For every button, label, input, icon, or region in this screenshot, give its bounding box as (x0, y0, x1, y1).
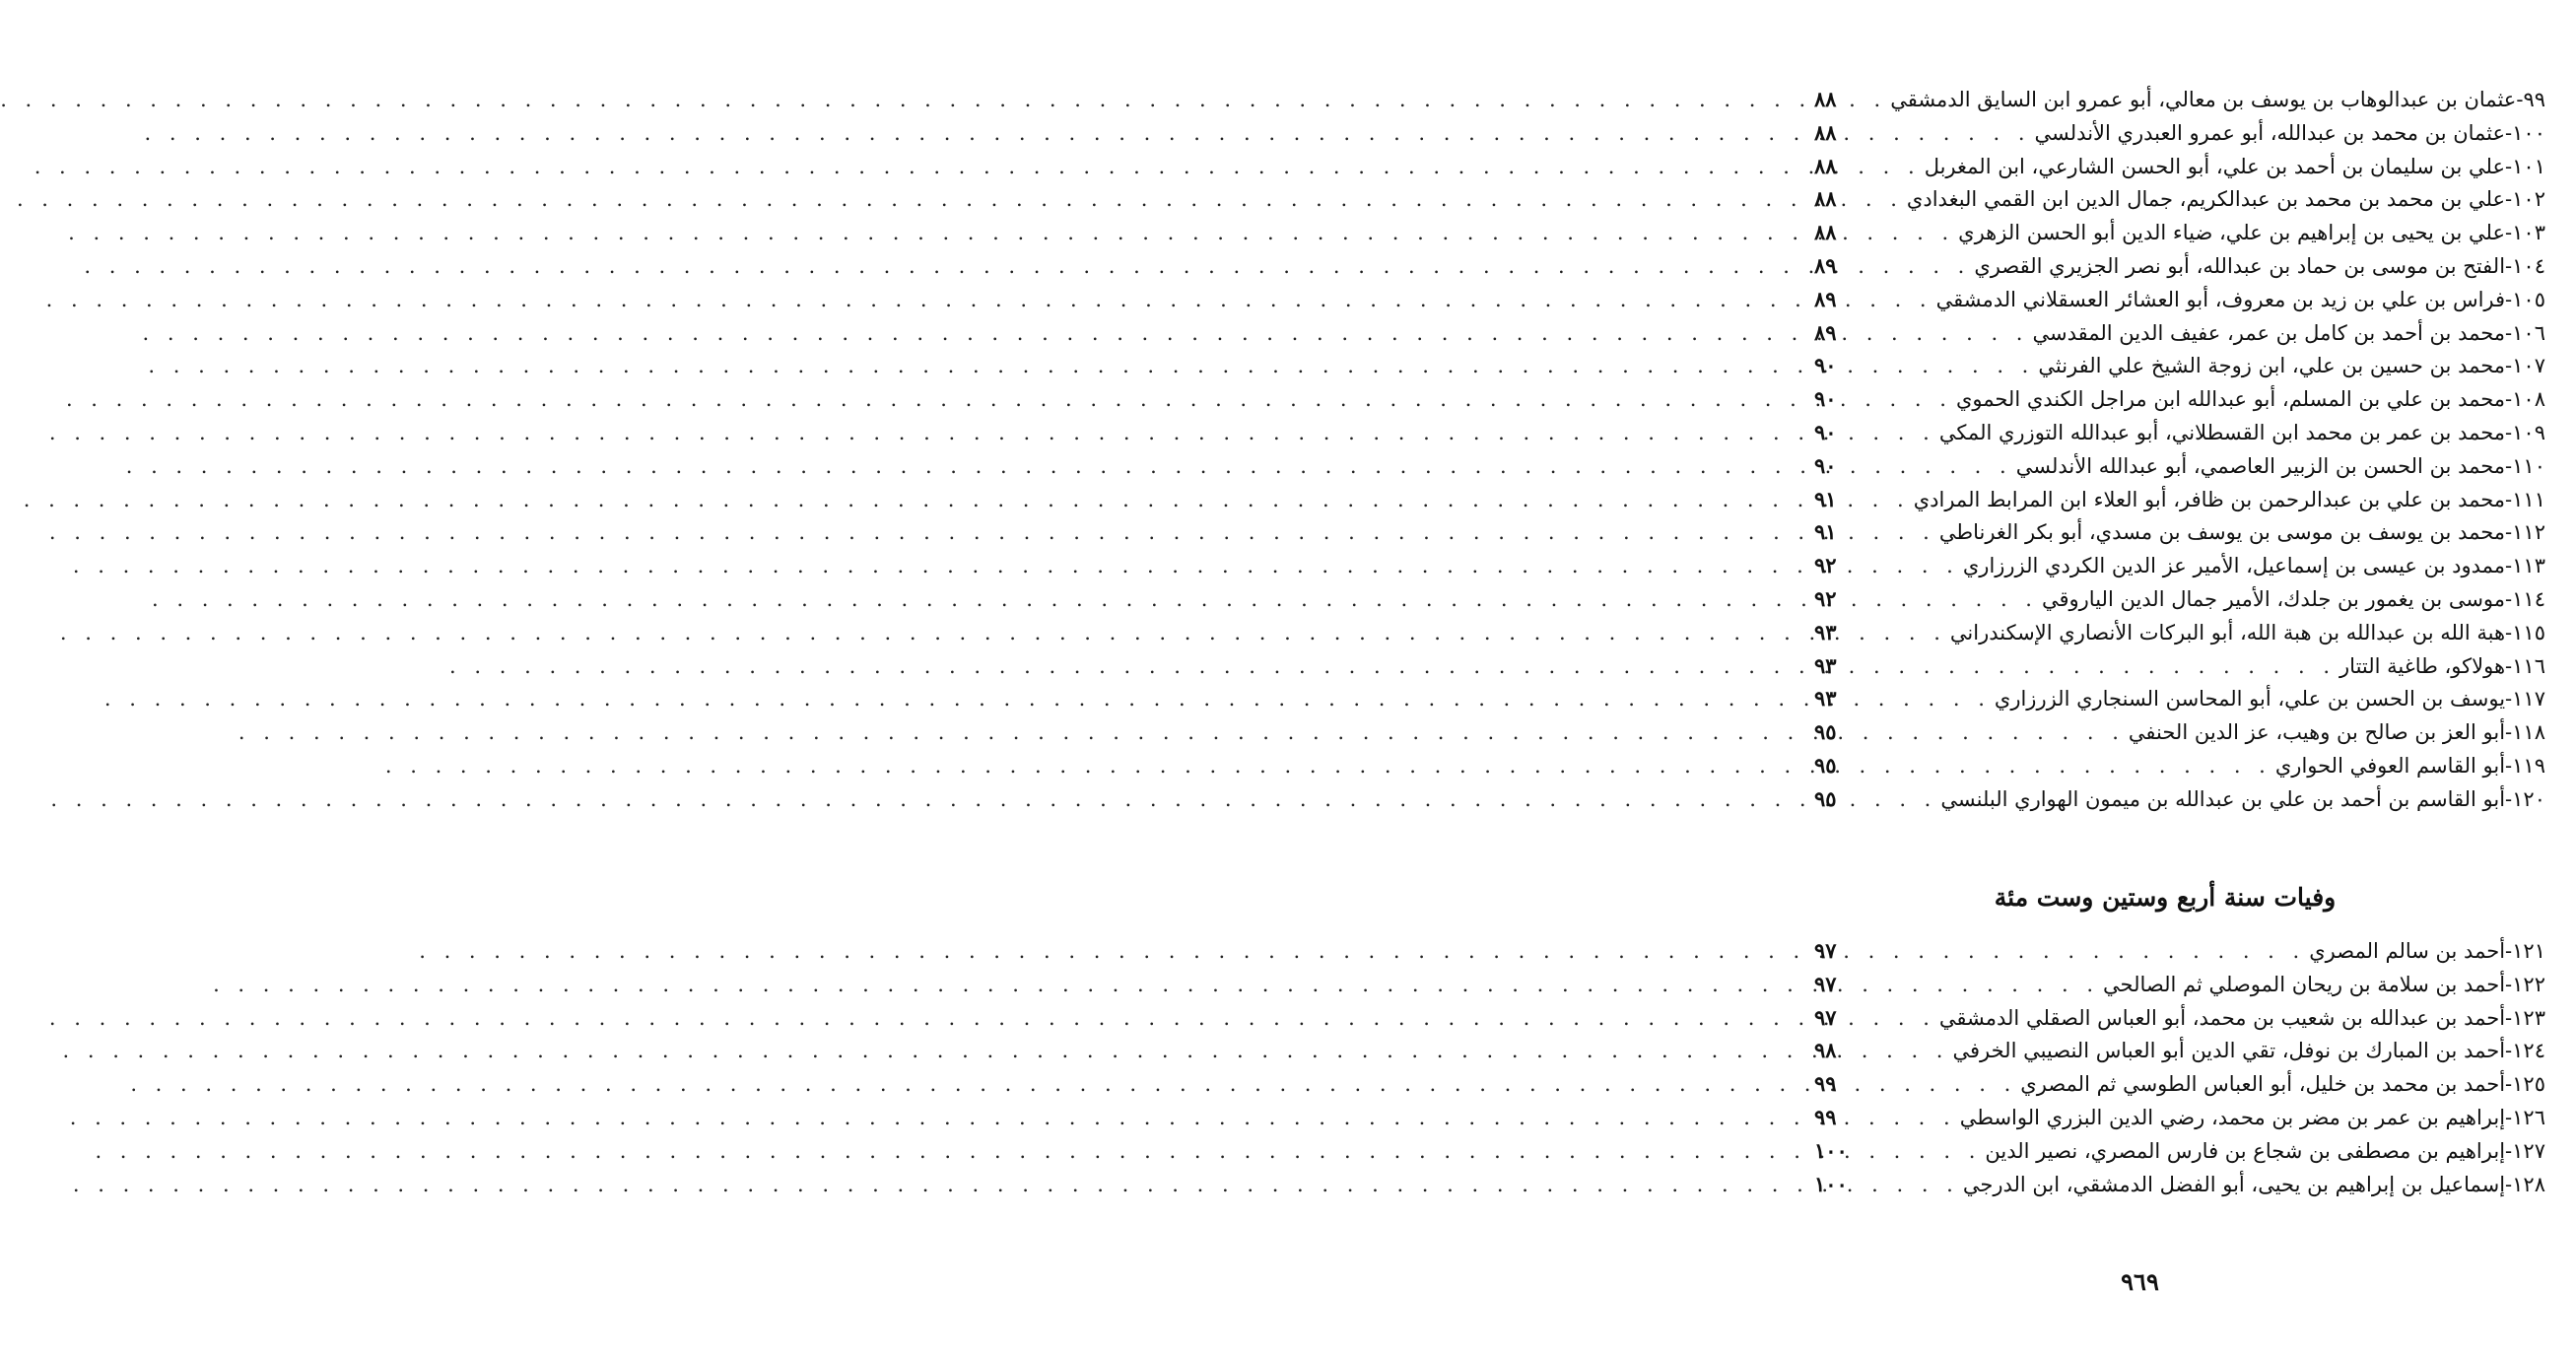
dot-leader (1856, 117, 2031, 151)
toc-entry (1814, 682, 2545, 715)
toc-entry (1814, 349, 2545, 382)
dot-leader (1856, 1102, 1956, 1135)
dot-leader (1856, 750, 2271, 783)
toc-entry (1814, 649, 2545, 683)
entry-page-number: ١٠٠ (1814, 1137, 1848, 1163)
dot-leader (1856, 84, 1886, 117)
toc-entry (1814, 249, 2545, 283)
entry-text: هولاكو، طاغية التتار (2339, 653, 2506, 678)
entry-page-number: ٩٥ (1814, 719, 1837, 745)
toc-entry (1814, 150, 2545, 183)
dot-leader (1856, 935, 2305, 969)
entry-text: يوسف بن الحسن بن علي، أبو المحاسن السنجاري الزرزاري (1994, 687, 2506, 712)
entry-text: أبو العز بن صالح بن وهيب، عز الدين الحنفي (2128, 720, 2506, 745)
entry-text: ممدود بن عيسى بن إسماعيل، الأمير عز الدين الكردي الزرزاري (1962, 554, 2506, 578)
entry-page-number: ٨٩ (1814, 286, 1837, 311)
toc-entry (1814, 116, 2545, 150)
dot-leader (1856, 1002, 1935, 1036)
dot-leader (1856, 716, 2125, 750)
dot-leader (1856, 250, 1970, 284)
entry-text: علي بن محمد بن محمد بن عبدالكريم، جمال الدين ابن القمي البغدادي (1906, 187, 2506, 212)
entry-number: ١٢٣- (2505, 1005, 2545, 1030)
dot-leader (1856, 1169, 1959, 1202)
entry-page-number: ٩٩ (1814, 1104, 1837, 1129)
dot-leader (1856, 183, 1903, 217)
toc-entry (1814, 616, 2545, 649)
entry-number: ١٢٤- (2505, 1039, 2545, 1063)
entry-text: أحمد بن عبدالله بن شعيب بن محمد، أبو العباس الصقلي الدمشقي (1938, 1005, 2506, 1030)
entry-number: ١٢٢- (2505, 972, 2545, 996)
dot-leader (1856, 783, 1936, 817)
entry-number: ١١٣- (2505, 554, 2545, 578)
entry-page-number: ٩٥ (1814, 752, 1837, 778)
dot-leader (1856, 484, 1910, 517)
entry-number: ١٠٩- (2505, 420, 2545, 444)
entry-page-number: ٨٨ (1814, 186, 1837, 212)
entry-page-number: ٩٣ (1814, 686, 1837, 712)
toc-entry (1814, 1001, 2545, 1035)
entry-page-number: ٨٩ (1814, 319, 1837, 345)
dot-leader (1856, 417, 1935, 450)
toc-list-first (1814, 83, 2545, 816)
dot-leader (1856, 583, 2038, 617)
entry-text: أحمد بن المبارك بن نوفل، تقي الدين أبو العباس النصيبي الخرفي (1952, 1039, 2506, 1063)
toc-entry (1814, 1134, 2545, 1168)
toc-entry (1814, 549, 2545, 582)
entry-page-number: ٨٨ (1814, 153, 1837, 178)
entry-text: موسى بن يغمور بن جلدك، الأمير جمال الدين الياروقي (2041, 586, 2506, 611)
entry-page-number: ٨٩ (1814, 252, 1837, 278)
entry-text: محمد بن علي بن المسلم، أبو عبدالله ابن مراجل الكندي الحموي (1955, 387, 2506, 412)
toc-entry (1814, 316, 2545, 350)
toc-entry (1814, 934, 2545, 968)
dot-leader (1856, 383, 1952, 417)
entry-text: أبو القاسم العوفي الحواري (2274, 753, 2506, 778)
entry-text: علي بن يحيى بن إبراهيم بن علي، ضياء الدين أبو الحسن الزهري (1958, 221, 2506, 245)
dot-leader (1856, 151, 1921, 184)
toc-entry (1814, 715, 2545, 749)
entry-text: أبو القاسم بن أحمد بن علي بن عبدالله بن ميمون الهواري البلنسي (1940, 786, 2506, 811)
toc-list-second (1814, 934, 2545, 1200)
entry-number: ١٠٧- (2505, 354, 2545, 378)
entry-number: ١٢٧- (2505, 1138, 2545, 1163)
entry-text: فراس بن علي بن زيد بن معروف، أبو العشائر العسقلاني الدمشقي (1935, 287, 2506, 311)
entry-number: ١٠٣- (2505, 221, 2545, 245)
entry-text: إبراهيم بن عمر بن مضر بن محمد، رضي الدين البزري الواسطي (1959, 1105, 2506, 1129)
entry-number: ١٠٦- (2505, 320, 2545, 345)
entry-number: ١٠٠- (2505, 120, 2545, 145)
toc-entry (1814, 382, 2545, 416)
entry-number: ١١٥- (2505, 620, 2545, 644)
entry-number: ١٠٥- (2505, 287, 2545, 311)
toc-entry (1814, 1034, 2545, 1067)
toc-entry (1814, 1101, 2545, 1134)
entry-page-number: ٩٥ (1814, 785, 1837, 811)
entry-page-number: ٩٠ (1814, 419, 1837, 444)
dot-leader (1856, 1068, 2016, 1102)
entry-page-number: ٨٨ (1814, 87, 1837, 111)
entry-number: ٩٩- (2516, 88, 2545, 111)
dot-leader (1856, 969, 2099, 1002)
entry-number: ١٢١- (2505, 939, 2545, 963)
toc-entry (1814, 1168, 2545, 1201)
toc-entry (1814, 216, 2545, 249)
entry-text: محمد بن يوسف بن موسى بن يوسف بن مسدي، أبو بكر الغرناطي (1938, 520, 2506, 545)
entry-page-number: ٩٩ (1814, 1071, 1837, 1097)
entry-number: ١١٩- (2505, 753, 2545, 778)
entry-text: علي بن سليمان بن أحمد بن علي، أبو الحسن الشارعي، ابن المغربل (1924, 154, 2506, 178)
toc-entry (1814, 749, 2545, 782)
entry-number: ١١٨- (2505, 720, 2545, 745)
toc-entry (1814, 968, 2545, 1001)
entry-text: عثمان بن محمد بن عبدالله، أبو عمرو العبدري الأندلسي (2034, 120, 2506, 145)
toc-entry (1814, 515, 2545, 549)
entry-text: أحمد بن سالم المصري (2309, 939, 2506, 963)
entry-number: ١٢٦- (2505, 1105, 2545, 1129)
entry-text: عثمان بن عبدالوهاب بن يوسف بن معالي، أبو عمرو ابن السايق الدمشقي (1890, 88, 2517, 111)
entry-number: ١١٤- (2505, 586, 2545, 611)
entry-number: ١١٢- (2505, 520, 2545, 545)
entry-text: محمد بن علي بن عبدالرحمن بن ظافر، أبو العلاء ابن المرابط المرادي (1913, 487, 2506, 511)
toc-entry (1814, 582, 2545, 616)
section-heading (1814, 883, 2545, 912)
entry-page-number: ١٠٠ (1814, 1171, 1848, 1196)
entry-number: ١٢٠- (2505, 786, 2545, 811)
entry-page-number: ٩٢ (1814, 585, 1837, 611)
entry-text: أحمد بن محمد بن خليل، أبو العباس الطوسي ثم المصري (2020, 1072, 2506, 1097)
entry-number: ١٠٨- (2505, 387, 2545, 412)
entry-page-number: ٩١ (1814, 486, 1837, 511)
toc-entry (1814, 449, 2545, 483)
entry-page-number: ٨٨ (1814, 119, 1837, 145)
dot-leader (1856, 617, 1946, 650)
toc-entry (1814, 182, 2545, 216)
entry-number: ١٠٢- (2505, 187, 2545, 212)
dot-leader (1856, 317, 2029, 351)
entry-number: ١١٦- (2505, 653, 2545, 678)
entry-text: إبراهيم بن مصطفى بن شجاع بن فارس المصري، نصير الدين (1985, 1138, 2506, 1163)
dot-leader (1856, 650, 2336, 684)
document-page (1704, 0, 2576, 1356)
entry-text: محمد بن عمر بن محمد ابن القسطلاني، أبو عبدالله التوزري المكي (1938, 420, 2506, 444)
entry-page-number: ٩٠ (1814, 353, 1837, 378)
entry-text: محمد بن حسين بن علي، ابن زوجة الشيخ علي الفرنثي (2038, 354, 2506, 378)
toc-entry (1814, 416, 2545, 449)
entry-text: الفتح بن موسى بن حماد بن عبدالله، أبو نصر الجزيري القصري (1974, 253, 2506, 278)
entry-page-number: ٩٠ (1814, 452, 1837, 478)
entry-number: ١١٧- (2505, 687, 2545, 712)
dot-leader (1856, 217, 1954, 250)
entry-page-number: ٩٣ (1814, 619, 1837, 644)
toc-entry (1814, 283, 2545, 316)
dot-leader (1856, 1035, 1948, 1068)
entry-page-number: ٩٧ (1814, 938, 1837, 963)
entry-number: ١١٠- (2505, 453, 2545, 478)
entry-text: أحمد بن سلامة بن ريحان الموصلي ثم الصالحي (2103, 972, 2506, 996)
entry-number: ١١١- (2505, 487, 2545, 511)
section-heading-text: وفيات سنة أربع وستين وست مئة (1994, 883, 2337, 912)
dot-leader (1856, 550, 1959, 583)
entry-page-number: ٩١ (1814, 519, 1837, 545)
page-number: ٩٦٩ (2121, 1267, 2159, 1296)
entry-number: ١٢٨- (2505, 1172, 2545, 1196)
entry-text: هبة الله بن عبدالله بن هبة الله، أبو البركات الأنصاري الإسكندراني (1949, 620, 2506, 644)
dot-leader (1856, 350, 2034, 383)
entry-number: ١٢٥- (2505, 1072, 2545, 1097)
entry-page-number: ٩٢ (1814, 553, 1837, 578)
toc-entry (1814, 782, 2545, 816)
entry-page-number: ٩٧ (1814, 1004, 1837, 1030)
entry-page-number: ٩٣ (1814, 652, 1837, 678)
dot-leader (1856, 516, 1935, 550)
entry-text: محمد بن الحسن بن الزبير العاصمي، أبو عبدالله الأندلسي (2015, 453, 2506, 478)
entry-text: إسماعيل بن إبراهيم بن يحيى، أبو الفضل الدمشقي، ابن الدرجي (1962, 1172, 2506, 1196)
dot-leader (1856, 1135, 1981, 1169)
entry-page-number: ٩٧ (1814, 971, 1837, 996)
entry-number: ١٠١- (2505, 154, 2545, 178)
toc-entry (1814, 1067, 2545, 1101)
dot-leader (1856, 284, 1932, 317)
entry-page-number: ٩٨ (1814, 1038, 1837, 1063)
entry-number: ١٠٤- (2505, 253, 2545, 278)
entry-text: محمد بن أحمد بن كامل بن عمر، عفيف الدين المقدسي (2032, 320, 2506, 345)
dot-leader (1856, 683, 1991, 716)
entry-page-number: ٨٨ (1814, 220, 1837, 245)
toc-entry (1814, 483, 2545, 516)
dot-leader (1856, 450, 2012, 484)
toc-entry (1814, 83, 2545, 116)
entry-page-number: ٩٠ (1814, 386, 1837, 412)
